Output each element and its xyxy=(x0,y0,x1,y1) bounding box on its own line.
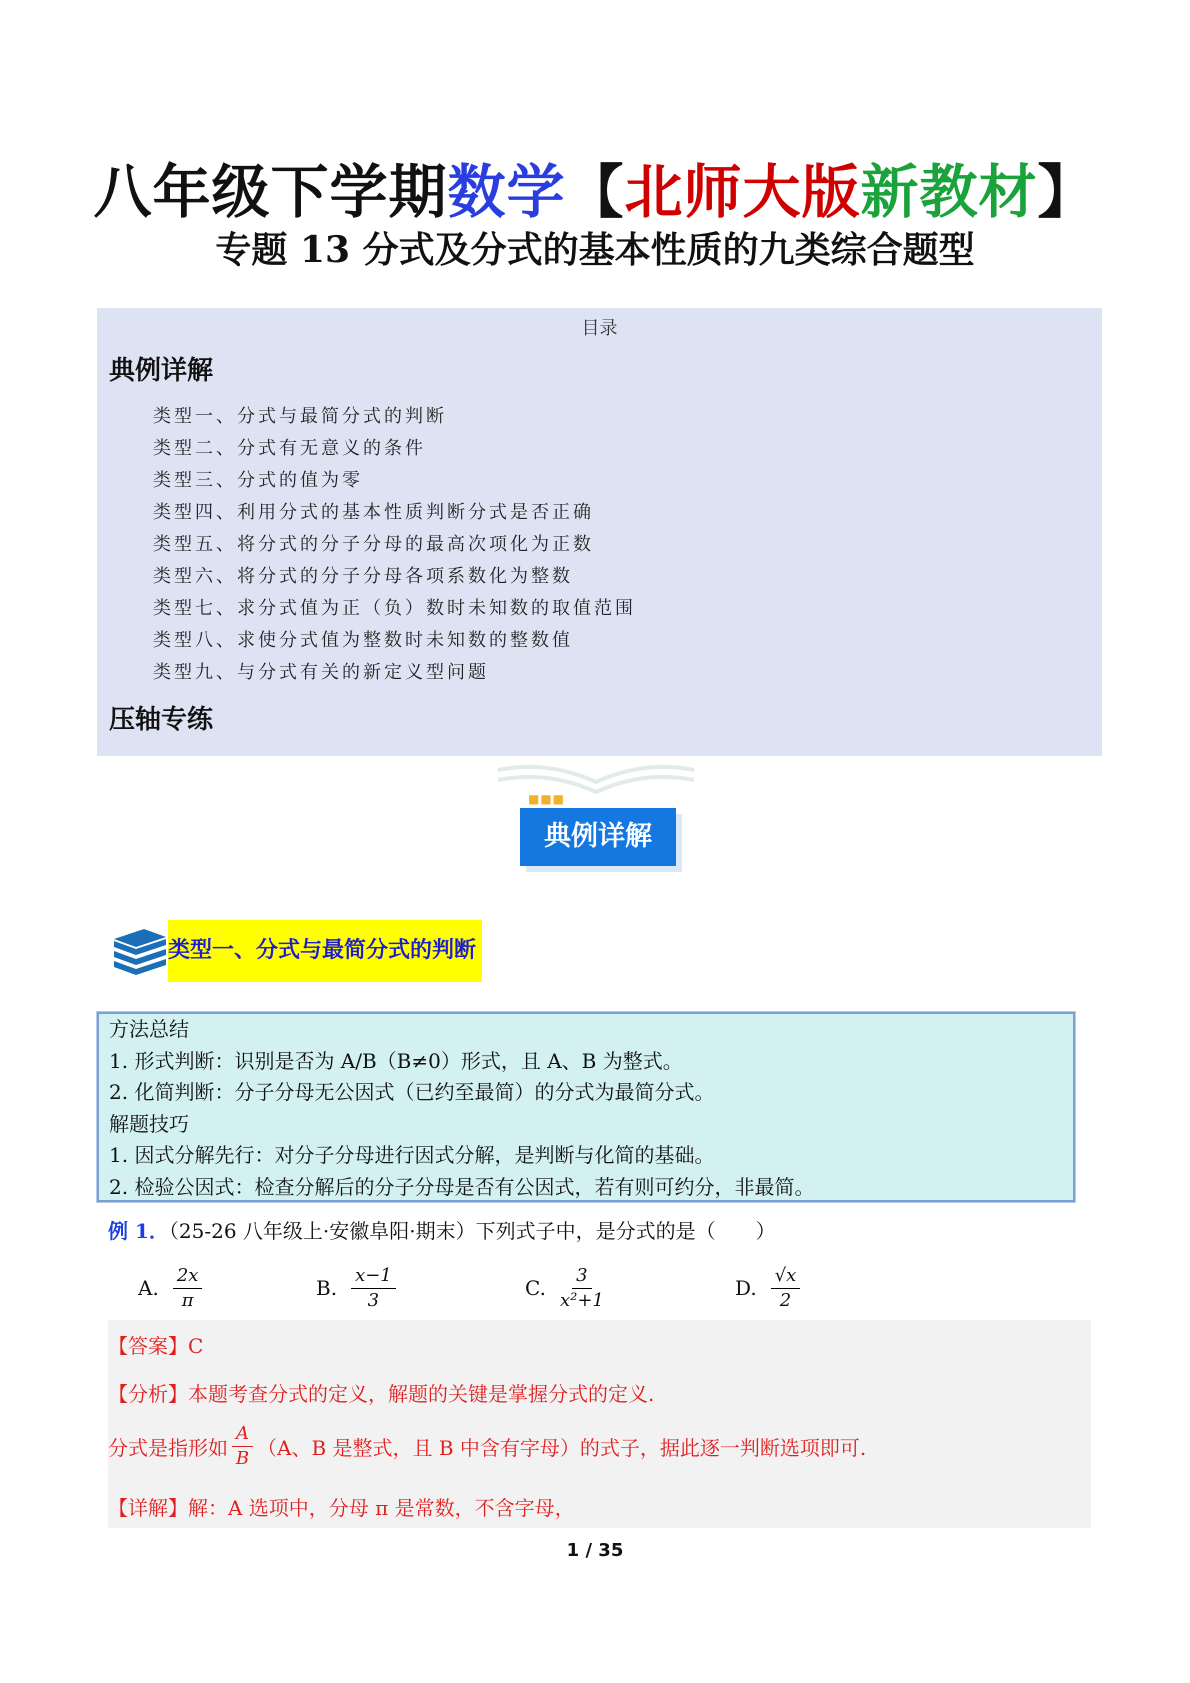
answer-options xyxy=(0,1258,1190,1318)
toc-section-practice[interactable]: 压轴专练 xyxy=(109,705,214,735)
page-number: 1 / 35 xyxy=(566,1540,624,1561)
title-bracket-open: 【 xyxy=(565,158,625,226)
method-line: 1. 形式判断：识别是否为 A/B（B≠0）形式，且 A、B 为整式。 xyxy=(109,1048,683,1073)
denominator: 3 xyxy=(367,1289,380,1311)
option-letter: C. xyxy=(525,1276,546,1300)
toc-item[interactable]: 类型一、分式与最简分式的判断 xyxy=(153,406,447,427)
option-fraction xyxy=(351,1264,396,1313)
title-new-textbook: 新教材 xyxy=(860,158,1038,226)
denominator: x²+1 xyxy=(559,1289,604,1311)
title-grade: 八年级下学期 xyxy=(93,158,448,226)
example-question xyxy=(108,1215,776,1244)
numerator: x−1 xyxy=(351,1264,396,1289)
example-label: 例 1． xyxy=(108,1219,169,1243)
denominator: B xyxy=(235,1448,250,1469)
definition-fraction xyxy=(232,1422,253,1471)
method-line: 解题技巧 xyxy=(109,1111,189,1136)
analysis-line: 【分析】本题考查分式的定义，解题的关键是掌握分式的定义. xyxy=(108,1382,655,1406)
toc-item[interactable]: 类型八、求使分式值为整数时未知数的整数值 xyxy=(153,630,573,651)
option-c[interactable] xyxy=(525,1258,604,1318)
numerator: 2x xyxy=(173,1264,203,1289)
method-line: 2. 化简判断：分子分母无公因式（已约至最简）的分式为最简分式。 xyxy=(109,1080,715,1104)
method-line: 2. 检验公因式：检查分解后的分子分母是否有公因式，若有则可约分，非最简。 xyxy=(109,1174,815,1199)
definition-suffix: （A、B 是整式，且 B 中含有字母）的式子，据此逐一判断选项即可. xyxy=(257,1436,867,1460)
example-text: （25-26 八年级上·安徽阜阳·期末）下列式子中，是分式的是（ ） xyxy=(168,1219,776,1243)
definition-prefix: 分式是指形如 xyxy=(108,1436,228,1460)
method-line: 方法总结 xyxy=(109,1017,189,1041)
option-b[interactable] xyxy=(316,1258,396,1318)
toc-item[interactable]: 类型六、将分式的分子分母各项系数化为整数 xyxy=(153,566,573,587)
title-bracket-close: 】 xyxy=(1037,158,1097,226)
subtitle: 专题 13 分式及分式的基本性质的九类综合题型 xyxy=(215,229,975,271)
section-banner: 典例详解 xyxy=(520,808,676,866)
type-heading xyxy=(110,920,482,982)
toc-item[interactable]: 类型九、与分式有关的新定义型问题 xyxy=(153,662,489,683)
option-fraction xyxy=(560,1264,604,1313)
open-book-watermark-icon xyxy=(488,760,704,796)
main-title xyxy=(0,145,1190,229)
title-subject: 数学 xyxy=(447,158,566,226)
toc-item[interactable]: 类型四、利用分式的基本性质判断分式是否正确 xyxy=(153,502,594,523)
banner-dots-icon: ■■■ xyxy=(528,792,566,806)
option-d[interactable] xyxy=(735,1258,800,1318)
type-heading-label: 类型一、分式与最简分式的判断 xyxy=(168,920,482,982)
toc-section-examples[interactable]: 典例详解 xyxy=(109,356,214,386)
toc-item[interactable]: 类型二、分式有无意义的条件 xyxy=(153,438,426,459)
numerator: √x xyxy=(771,1264,801,1289)
detail-line: 【详解】解：A 选项中，分母 π 是常数，不含字母， xyxy=(108,1496,575,1520)
definition-line xyxy=(108,1422,866,1471)
answer-box xyxy=(108,1320,1091,1528)
denominator: 2 xyxy=(779,1289,792,1311)
toc-item[interactable]: 类型三、分式的值为零 xyxy=(153,470,363,491)
option-letter: B. xyxy=(316,1276,338,1300)
toc-heading: 目录 xyxy=(581,318,618,339)
toc-item[interactable]: 类型五、将分式的分子分母的最高次项化为正数 xyxy=(153,534,594,555)
title-edition: 北师大版 xyxy=(624,158,861,226)
stacked-books-icon xyxy=(110,925,168,977)
toc-item[interactable]: 类型七、求分式值为正（负）数时未知数的取值范围 xyxy=(153,598,636,619)
option-fraction xyxy=(771,1264,801,1313)
table-of-contents xyxy=(97,308,1102,756)
option-letter: A. xyxy=(138,1276,159,1300)
method-line: 1. 因式分解先行：对分子分母进行因式分解，是判断与化简的基础。 xyxy=(109,1143,715,1167)
option-letter: D. xyxy=(735,1276,757,1300)
numerator: A xyxy=(232,1422,253,1447)
answer-line: 【答案】C xyxy=(108,1334,204,1358)
option-fraction xyxy=(173,1264,203,1313)
numerator: 3 xyxy=(572,1264,591,1289)
option-a[interactable] xyxy=(138,1258,202,1318)
denominator: π xyxy=(181,1289,194,1311)
method-summary-box xyxy=(97,1012,1075,1202)
